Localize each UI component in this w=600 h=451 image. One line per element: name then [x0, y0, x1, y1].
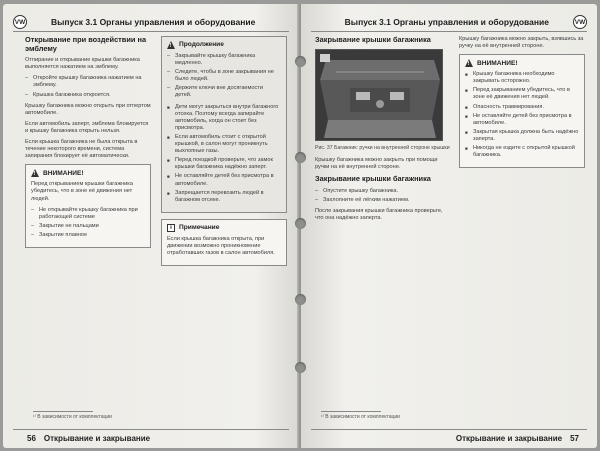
- list-item: ■ Крышку багажника необходимо закрывать осторожно.: [465, 71, 579, 85]
- note-icon: i: [167, 224, 175, 232]
- list-item: – Захлопните её лёгким нажатием.: [315, 197, 451, 204]
- left-column-1: [25, 36, 151, 254]
- instruction-list: [315, 188, 451, 204]
- warning-box: [25, 164, 151, 248]
- right-column-2: [459, 36, 585, 174]
- step-list: [167, 104, 281, 204]
- footer-rule: [311, 429, 587, 430]
- footer-section: Открывание и закрывание: [43, 433, 151, 443]
- section-heading: Закрывание крышки багажника: [315, 35, 431, 44]
- list-item: – Не открывайте крышку багажника при работающей системе: [31, 207, 145, 221]
- warning-text: Перед открыванием крышки багажника убедитесь, что в зоне её движения нет людей.: [31, 181, 133, 202]
- body-text: После закрывания крышки багажника проверьте, что она надёжно заперта.: [315, 208, 443, 222]
- left-column-2: [161, 36, 287, 272]
- list-item: ■ Никогда не ездите с открытой крышкой багажника.: [465, 145, 579, 159]
- section-heading: Открывание при воздействии на эмблему: [25, 35, 147, 53]
- ring-binder-holes: [293, 4, 307, 448]
- trunk-photo: [315, 49, 443, 141]
- box-title: Продолжение: [179, 41, 224, 49]
- note-box: [161, 219, 287, 266]
- warning-triangle-icon: [167, 41, 175, 49]
- right-page-header: Выпуск 3.1 Органы управления и оборудование: [344, 17, 549, 27]
- step-item: ■ Если автомобиль стоит с открытой крышкой, в салон могут проникнуть выхлопные газы.: [167, 134, 281, 155]
- book-spread: [3, 4, 597, 448]
- footnote-rule: [321, 411, 381, 412]
- trunk-interior-illustration: [316, 50, 443, 141]
- left-page: [3, 4, 299, 448]
- binder-hole: [295, 362, 306, 373]
- note-title: Примечание: [179, 224, 220, 232]
- subsection-heading: Закрывание крышки багажника: [315, 174, 431, 184]
- binder-hole: [295, 152, 306, 163]
- body-text: Крышку багажника можно открыть при отпертом автомобиле.: [25, 102, 151, 116]
- step-item: ■ Запрещается перевозить людей в багажном отсеке.: [167, 190, 281, 204]
- footnote: ¹⁾ В зависимости от комплектации: [33, 414, 112, 420]
- note-text: Если крышка багажника открыта, при движении возможно проникновение отработавших газов в салон автомобиля.: [167, 235, 275, 256]
- footnote-rule: [33, 411, 93, 412]
- warning-title: ВНИМАНИЕ!: [43, 169, 84, 177]
- warning-triangle-icon: [465, 59, 473, 67]
- list-item: ■ Не оставляйте детей без присмотра в автомобиле.: [465, 113, 579, 127]
- list-item: – Держите ключи вне досягаемости детей.: [167, 85, 281, 99]
- box-list: [167, 53, 281, 100]
- left-page-footer: [13, 432, 289, 444]
- binder-hole: [295, 56, 306, 67]
- left-page-header: Выпуск 3.1 Органы управления и оборудование: [51, 17, 256, 27]
- list-item: – Закрытие не пальцами: [31, 223, 145, 230]
- list-item: ■ Перед закрыванием убедитесь, что в зоне её движения нет людей.: [465, 87, 579, 101]
- step-item: ■ Дети могут закрыться внутри багажного отсека. Поэтому всегда запирайте автомобиль, когда он стоит без присмотра.: [167, 104, 281, 132]
- page-number: 57: [570, 433, 579, 443]
- binder-hole: [295, 218, 306, 229]
- list-item: – Крышка багажника откроется.: [25, 92, 151, 99]
- warning-box: [459, 54, 585, 168]
- list-item: ■ Закрытая крышка должна быть надёжно заперта.: [465, 129, 579, 143]
- step-item: ■ Перед поездкой проверьте, что замок крышки багажника надёжно заперт.: [167, 157, 281, 171]
- body-text: Если крышка багажника не была открыта в течение некоторого времени, система запирания блокирует её автоматически.: [25, 139, 138, 160]
- list-item: – Закрывайте крышку багажника медленно.: [167, 53, 281, 67]
- warning-list: [31, 207, 145, 239]
- continued-box: [161, 36, 287, 213]
- footnote: ¹⁾ В зависимости от комплектации: [321, 414, 400, 420]
- step-item: ■ Не оставляйте детей без присмотра в автомобиле.: [167, 173, 281, 187]
- header-rule: [311, 31, 587, 32]
- vw-logo-icon: VW: [13, 15, 27, 29]
- intro-text: Отпирание и открывание крышки багажника выполняется нажатием на эмблему.: [25, 57, 140, 71]
- intro-text: Крышку багажника можно закрыть, взявшись за ручку на её внутренней стороне.: [459, 36, 584, 50]
- warning-list: [465, 71, 579, 159]
- warning-triangle-icon: [31, 169, 39, 177]
- list-item: ■ Опасность травмирования.: [465, 104, 579, 111]
- list-item: – Откройте крышку багажника нажатием на эмблему.: [25, 75, 151, 89]
- vw-logo-icon: VW: [573, 15, 587, 29]
- binder-hole: [295, 294, 306, 305]
- instruction-list: [25, 75, 151, 98]
- figure-caption: Рис. 37 Багажник: ручки на внутренней стороне крышки: [315, 144, 450, 151]
- list-item: – Закрытие плавное: [31, 232, 145, 239]
- footer-rule: [13, 429, 289, 430]
- right-column-1: [315, 36, 451, 226]
- footer-section: Открывание и закрывание: [455, 433, 563, 443]
- list-item: – Опустите крышку багажника.: [315, 188, 451, 195]
- header-rule: [13, 31, 289, 32]
- warning-title: ВНИМАНИЕ!: [477, 59, 518, 67]
- right-page: [301, 4, 597, 448]
- list-item: – Следите, чтобы в зоне закрывания не было людей.: [167, 69, 281, 83]
- body-text: Если автомобиль заперт, эмблема блокируется и крышку багажника открыть нельзя.: [25, 120, 149, 134]
- body-text: Крышку багажника можно закрыть при помощи ручки на её внутренней стороне.: [315, 157, 438, 171]
- page-number: 56: [27, 433, 36, 443]
- right-page-footer: [311, 432, 587, 444]
